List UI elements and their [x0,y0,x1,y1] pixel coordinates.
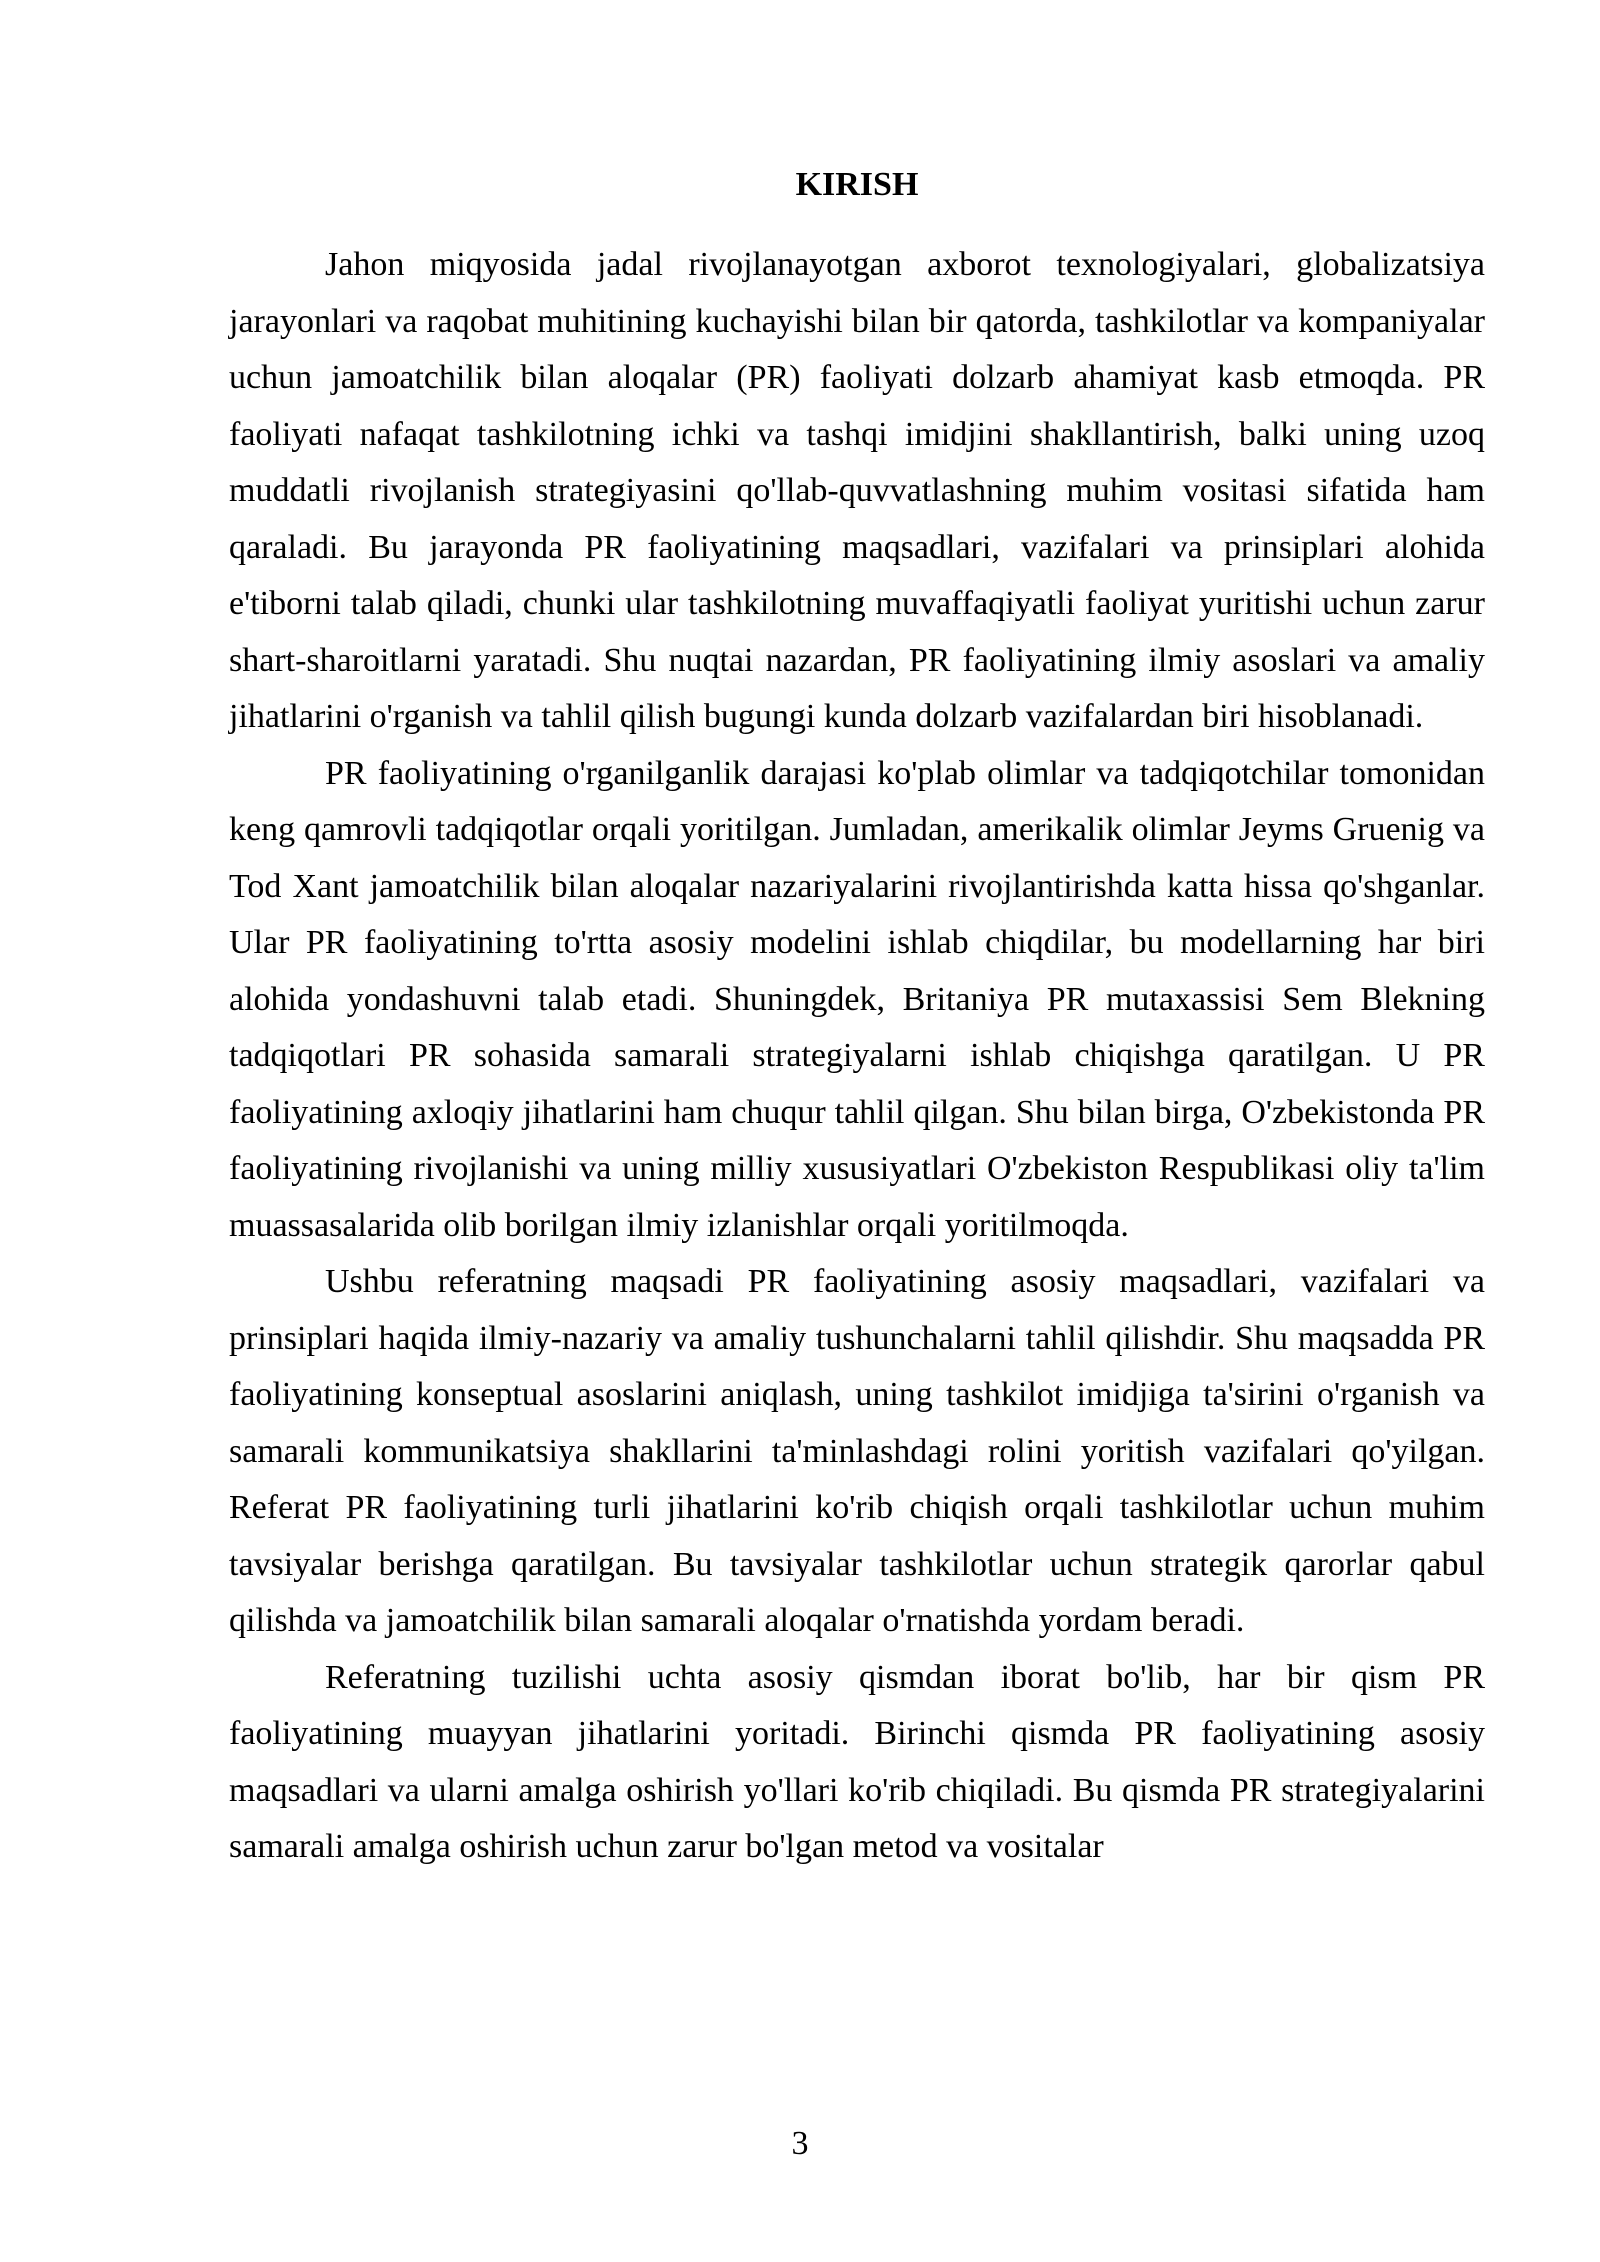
paragraph-research-level: PR faoliyatining o'rganilganlik darajasi ko'plab olimlar va tadqiqotchilar tomonidan keng qamrovli tadqiqotlar orqali yoritilgan. Jumladan, amerikalik olimlar Jeyms Gruenig va Tod Xant jamoatchilik bilan aloqalar nazariyalarini rivojlantirishda katta hissa qo'shganlar. Ular PR faoliyatining to'rtta asosiy modelini ishlab chiqdilar, bu modellarning har biri alohida yondashuvni talab etadi. Shuningdek, Britaniya PR mutaxassisi Sem Blekning tadqiqotlari PR sohasida samarali strategiyalarni ishlab chiqishga qaratilgan. U PR faoliyatining axloqiy jihatlarini ham chuqur tahlil qilgan. Shu bilan birga, O'zbekistonda PR faoliyatining rivojlanishi va uning milliy xususiyatlari O'zbekiston Respublikasi oliy ta'lim muassasalarida olib borilgan ilmiy izlanishlar orqali yoritilmoqda. [229,754,1485,1244]
paragraph-intro: Jahon miqyosida jadal rivojlanayotgan axborot texnologiyalari, globalizatsiya jarayonlari va raqobat muhitining kuchayishi bilan bir qatorda, tashkilotlar va kompaniyalar uchun jamoatchilik bilan aloqalar (PR) faoliyati dolzarb ahamiyat kasb etmoqda. PR faoliyati nafaqat tashkilotning ichki va tashqi imidjini shakllantirish, balki uning uzoq muddatli rivojlanish strategiyasini qo'llab-quvvatlashning muhim vositasi sifatida ham qaraladi. Bu jarayonda PR faoliyatining maqsadlari, vazifalari va prinsiplari alohida e'tiborni talab qiladi, chunki ular tashkilotning muvaffaqiyatli faoliyat yuritishi uchun zarur shart-sharoitlarni yaratadi. Shu nuqtai nazardan, PR faoliyatining ilmiy asoslari va amaliy jihatlarini o'rganish va tahlil qilish bugungi kunda dolzarb vazifalardan biri hisoblanadi. [229,246,1485,735]
paragraph-purpose: Ushbu referatning maqsadi PR faoliyatining asosiy maqsadlari, vazifalari va prinsiplari haqida ilmiy-nazariy va amaliy tushunchalarni tahlil qilishdir. Shu maqsadda PR faoliyatining konseptual asoslarini aniqlash, uning tashkilot imidjiga ta'sirini o'rganish va samarali kommunikatsiya shakllarini ta'minlashdagi rolini yoritish vazifalari qo'yilgan. Referat PR faoliyatining turli jihatlarini ko'rib chiqish orqali tashkilotlar uchun muhim tavsiyalar berishga qaratilgan. Bu tavsiyalar tashkilotlar uchun strategik qarorlar qabul qilishda va jamoatchilik bilan samarali aloqalar o'rnatishda yordam beradi. [229,1263,1485,1639]
section-title: KIRISH [795,166,919,203]
page-number: 3 [791,2125,809,2162]
paragraph-structure: Referatning tuzilishi uchta asosiy qismdan iborat bo'lib, har bir qism PR faoliyatining muayyan jihatlarini yoritadi. Birinchi qismda PR faoliyatining asosiy maqsadlari va ularni amalga oshirish yo'llari ko'rib chiqiladi. Bu qismda PR strategiyalarini samarali amalga oshirish uchun zarur bo'lgan metod va vositalar [229,1658,1485,1865]
document-page [229,165,1485,1876]
